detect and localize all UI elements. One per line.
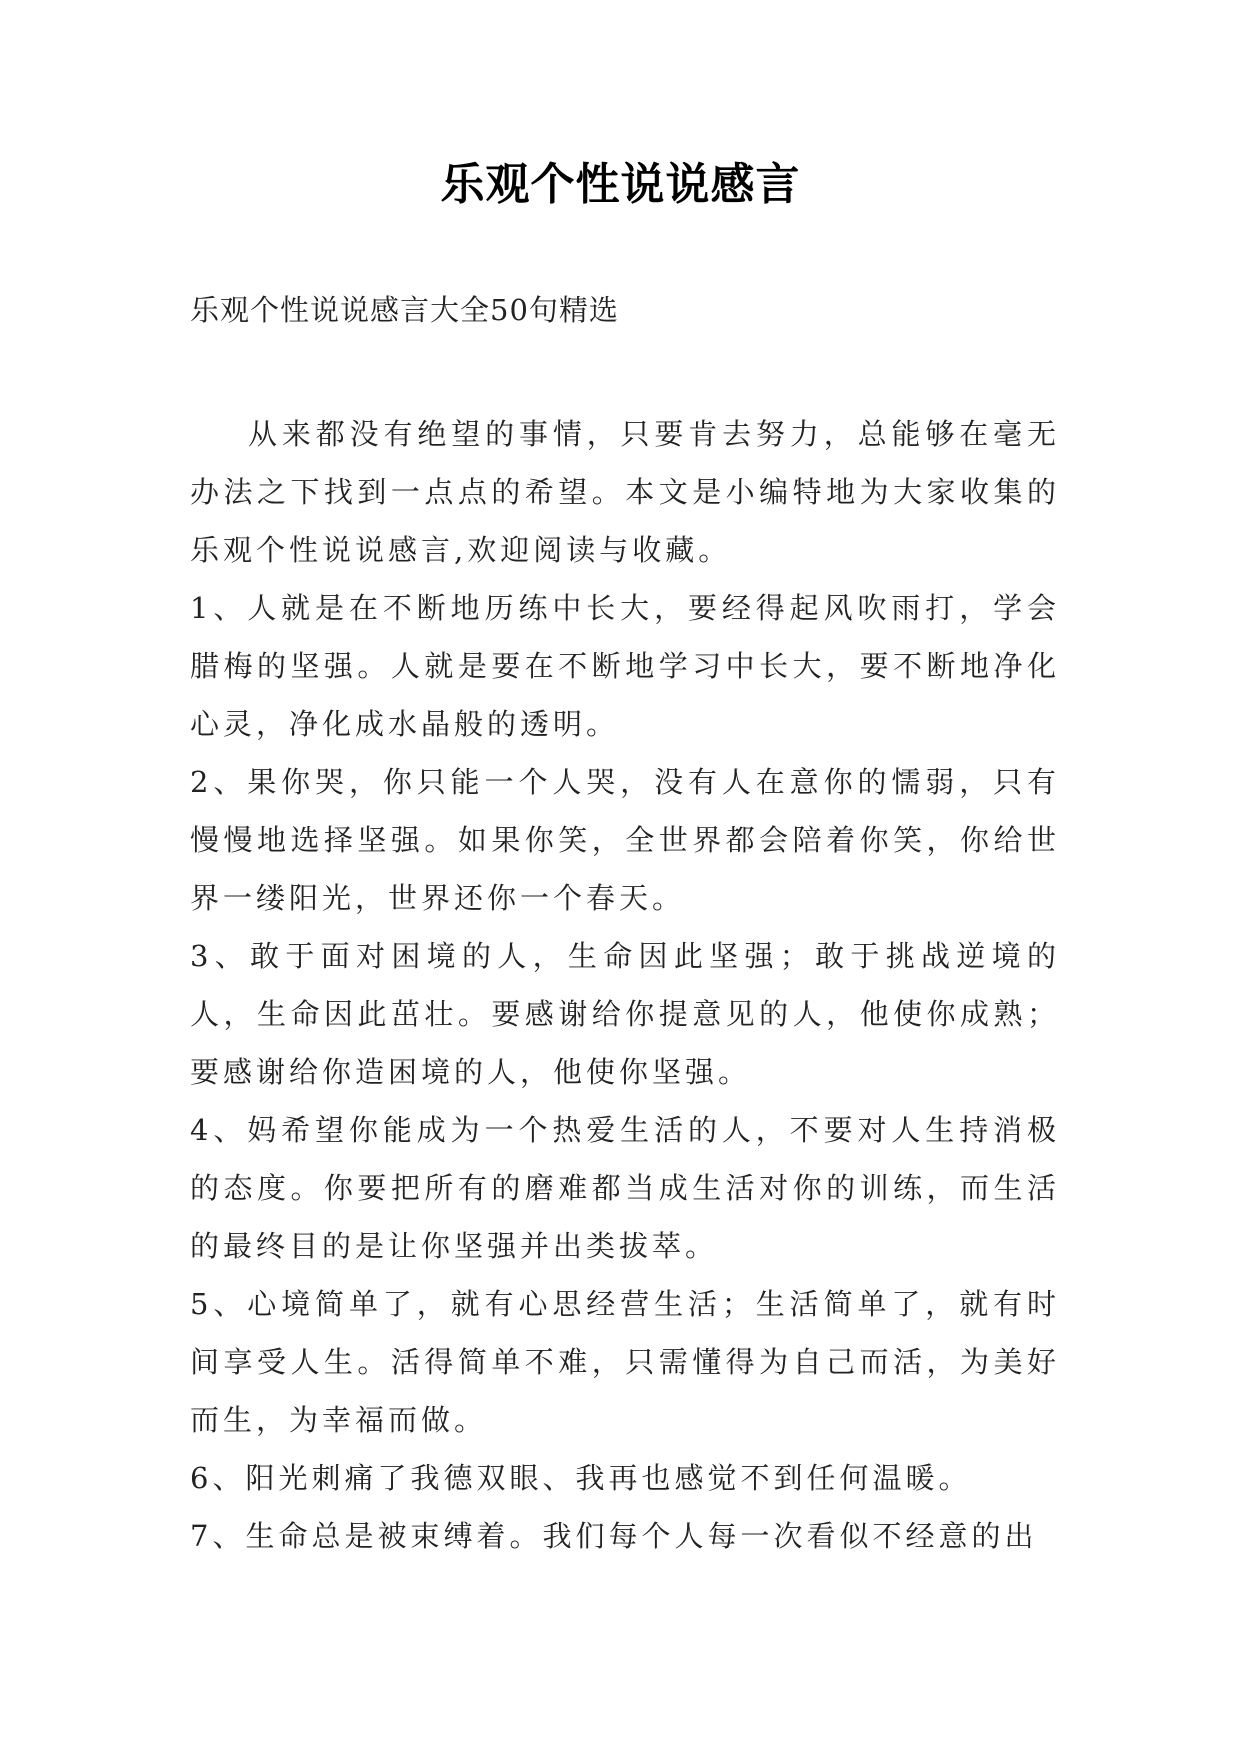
document-subtitle: 乐观个性说说感言大全50句精选 xyxy=(190,293,619,327)
list-item-2: 2、果你哭，你只能一个人哭，没有人在意你的懦弱，只有慢慢地选择坚强。如果你笑，全世界都会陪着你笑，你给世界一缕阳光，世界还你一个春天。 xyxy=(190,765,1060,915)
list-item-3: 3、敢于面对困境的人，生命因此坚强；敢于挑战逆境的人，生命因此茁壮。要感谢给你提意见的人，他使你成熟；要感谢给你造困境的人，他使你坚强。 xyxy=(190,939,1060,1089)
document-title: 乐观个性说说感言 xyxy=(440,159,801,210)
document-body xyxy=(190,405,1060,1565)
list-item-1: 1、人就是在不断地历练中长大，要经得起风吹雨打，学会腊梅的坚强。人就是要在不断地学习中长大，要不断地净化心灵，净化成水晶般的透明。 xyxy=(190,591,1060,741)
list-item-4: 4、妈希望你能成为一个热爱生活的人，不要对人生持消极的态度。你要把所有的磨难都当成生活对你的训练，而生活的最终目的是让你坚强并出类拔萃。 xyxy=(190,1113,1060,1263)
intro-paragraph: 从来都没有绝望的事情，只要肯去努力，总能够在毫无办法之下找到一点点的希望。本文是小编特地为大家收集的乐观个性说说感言,欢迎阅读与收藏。 xyxy=(190,417,1060,567)
list-item-7: 7、生命总是被束缚着。我们每个人每一次看似不经意的出 xyxy=(190,1519,1038,1553)
list-item-5: 5、心境简单了，就有心思经营生活；生活简单了，就有时间享受人生。活得简单不难，只需懂得为自己而活，为美好而生，为幸福而做。 xyxy=(190,1287,1060,1437)
list-item-6: 6、阳光刺痛了我德双眼、我再也感觉不到任何温暖。 xyxy=(190,1461,972,1495)
